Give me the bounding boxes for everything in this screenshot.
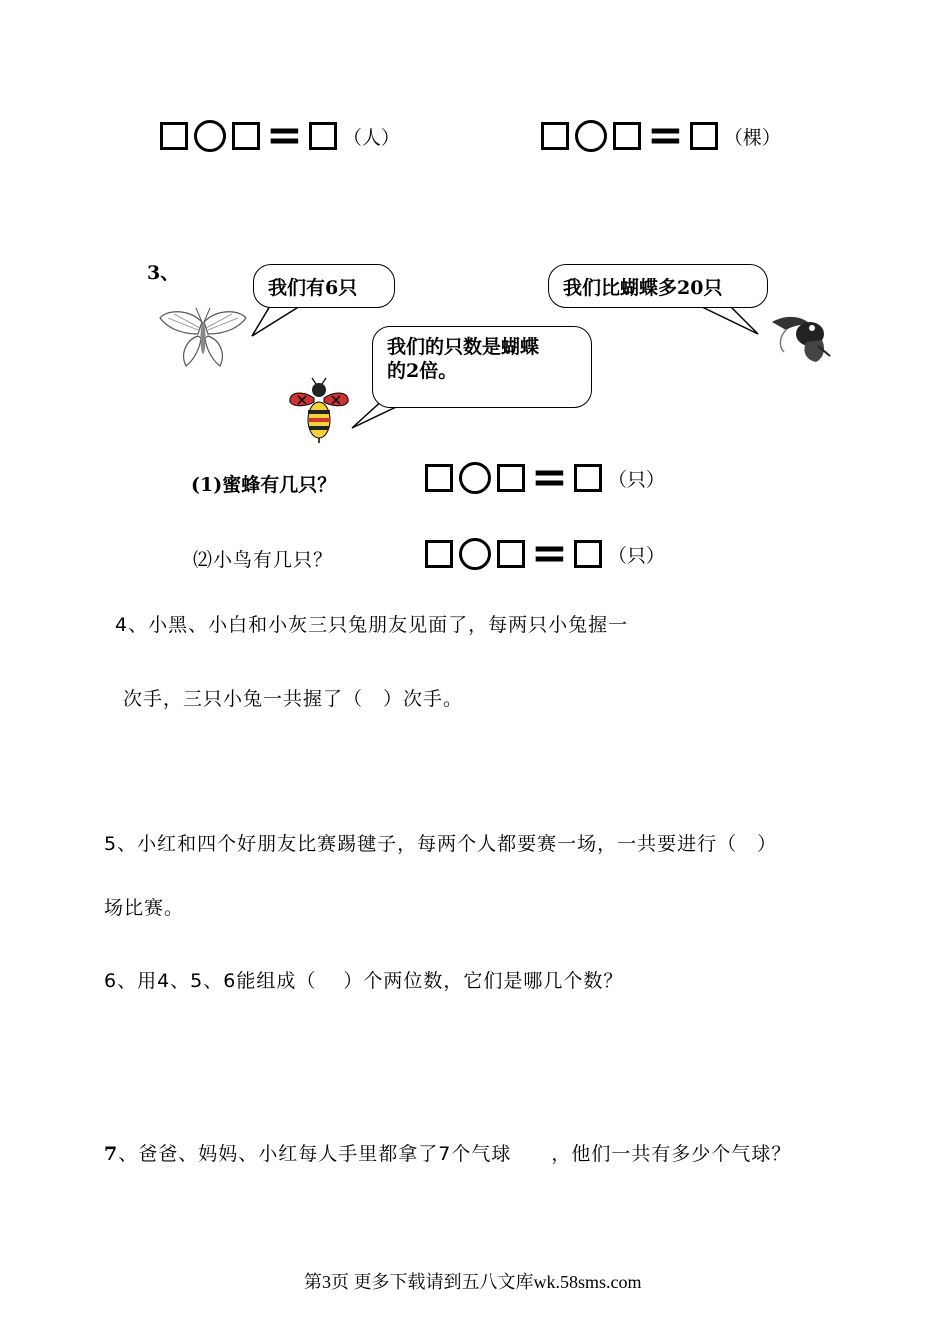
answer-box[interactable] xyxy=(425,464,453,492)
unit-label: （只） xyxy=(607,468,665,491)
sub-question-bird: ⑵小鸟有几只？ xyxy=(193,549,334,571)
unit-label: （只） xyxy=(607,544,665,567)
question-5-line-1: 5、小红和四个好朋友比赛踢毽子，每两个人都要赛一场，一共要进行（ ） xyxy=(104,833,778,855)
equals-sign: = xyxy=(531,528,568,579)
formula-bee xyxy=(425,452,665,503)
question-5-line-2: 场比赛。 xyxy=(104,897,185,919)
operator-circle[interactable] xyxy=(459,538,491,570)
bubble-text: 的2倍。 xyxy=(387,360,458,382)
answer-box[interactable] xyxy=(425,540,453,568)
unit-label: （人） xyxy=(342,126,400,149)
question-4-line-2: 次手，三只小兔一共握了（ ）次手。 xyxy=(123,688,464,710)
question-6: 6、用4、5、6能组成（ ）个两位数，它们是哪几个数？ xyxy=(104,970,624,992)
bird-icon xyxy=(766,312,834,364)
answer-box[interactable] xyxy=(574,540,602,568)
question-7-text: ，他们一共有多少个气球？ xyxy=(551,1143,792,1165)
unit-label: （棵） xyxy=(723,126,781,149)
bubble-text: 我们的只数是蝴蝶 xyxy=(387,336,540,358)
question-number: 3、 xyxy=(147,262,180,284)
equals-sign: = xyxy=(266,110,303,161)
speech-bubble-bird xyxy=(548,264,768,308)
answer-box[interactable] xyxy=(497,540,525,568)
equals-sign: = xyxy=(647,110,684,161)
bee-icon xyxy=(284,376,354,444)
answer-box[interactable] xyxy=(574,464,602,492)
page-footer: 第3页 更多下载请到五八文库wk.58sms.com xyxy=(304,1272,642,1292)
question-7-text: 、爸爸、妈妈、小红每人手里都拿了7个气球 xyxy=(118,1143,512,1165)
sub-question-bee: (1)蜜蜂有几只？ xyxy=(191,474,337,496)
bubble-text: 我们比蝴蝶多20只 xyxy=(563,277,723,299)
question-4-line-1: 4、小黑、小白和小灰三只兔朋友见面了，每两只小兔握一 xyxy=(115,614,629,636)
question-number: 7 xyxy=(104,1143,119,1165)
speech-bubble-bee xyxy=(372,326,592,408)
answer-box[interactable] xyxy=(497,464,525,492)
question-7 xyxy=(104,1139,791,1166)
bubble-text: 我们有6只 xyxy=(268,277,358,299)
speech-bubble-butterfly xyxy=(253,264,395,308)
butterfly-icon xyxy=(158,304,248,372)
equals-sign: = xyxy=(531,452,568,503)
formula-bird xyxy=(425,528,665,579)
operator-circle[interactable] xyxy=(459,462,491,494)
